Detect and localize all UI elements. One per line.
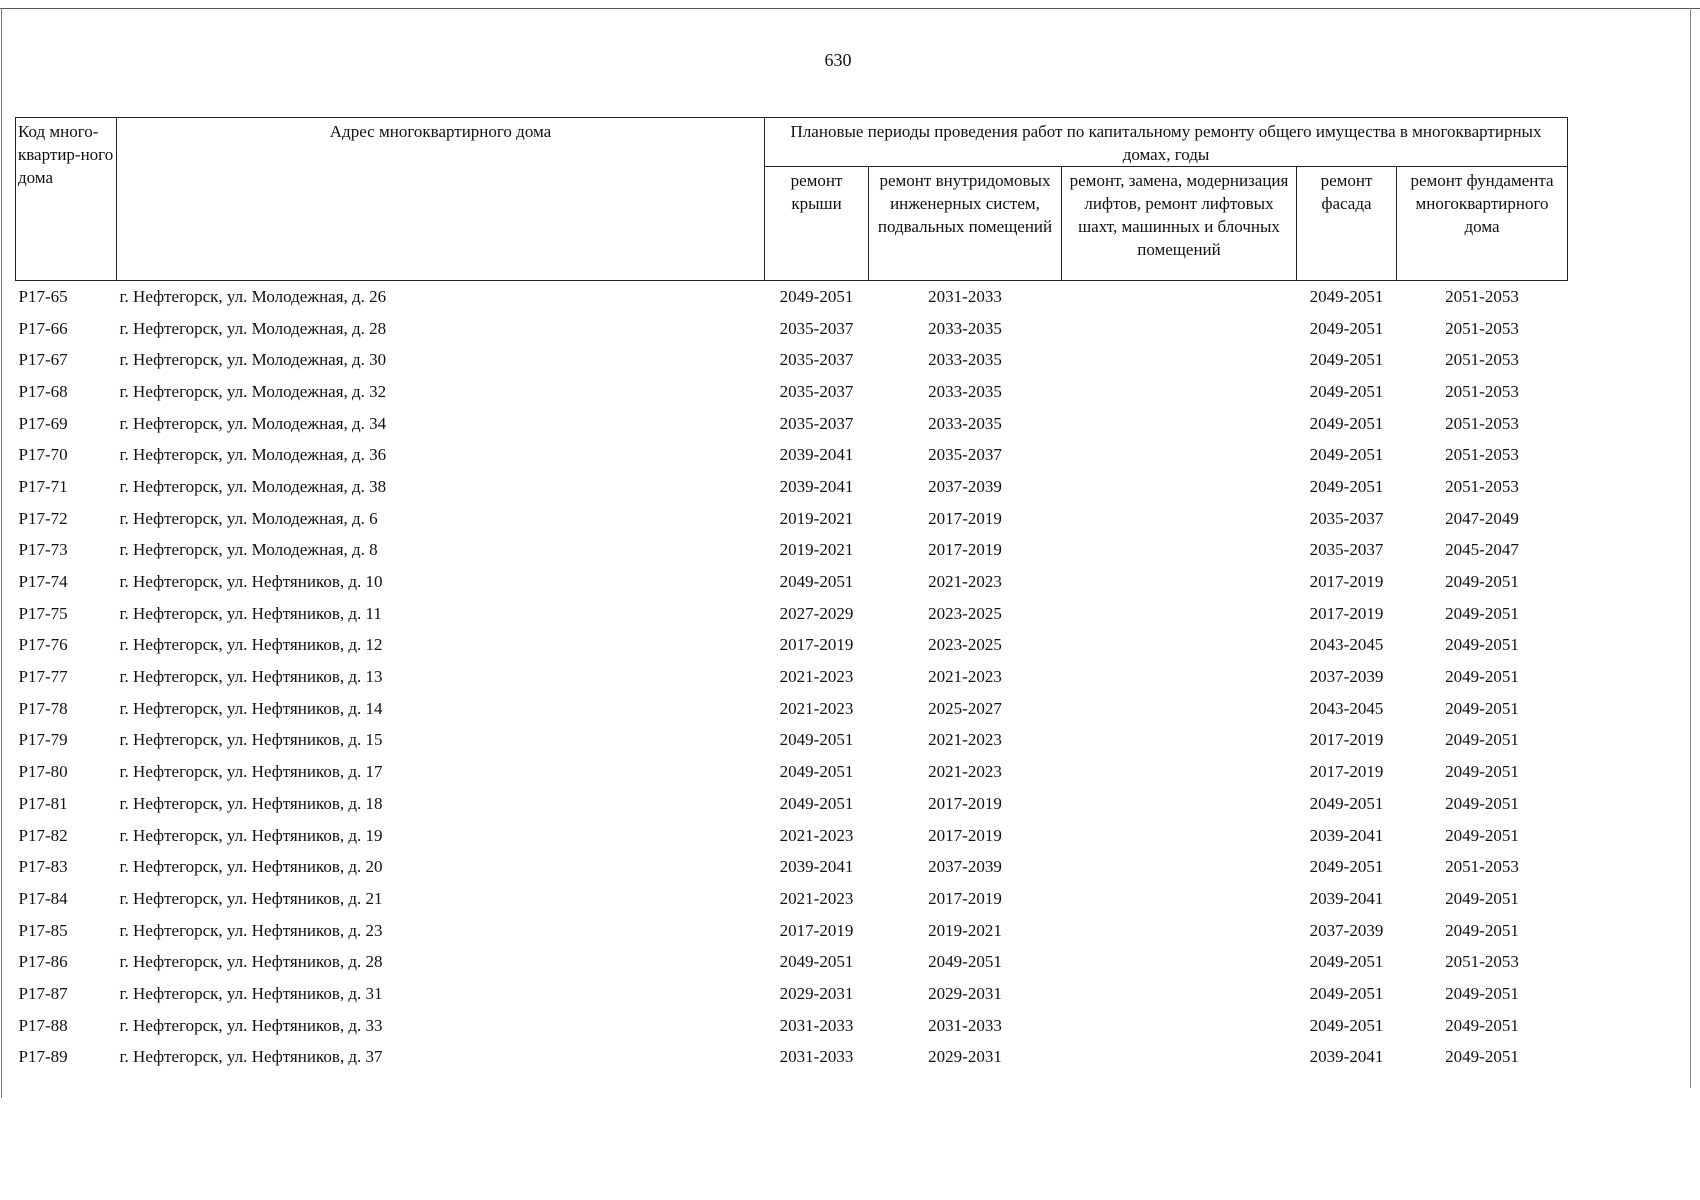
building-address: г. Нефтегорск, ул. Нефтяников, д. 20 [119, 857, 383, 877]
table-row [16, 535, 1568, 567]
table-row [16, 946, 1568, 978]
table-row [16, 630, 1568, 662]
header-facade-repair: ремонт фасада [1297, 167, 1397, 281]
building-address: г. Нефтегорск, ул. Нефтяников, д. 23 [119, 920, 383, 940]
building-address: г. Нефтегорск, ул. Молодежная, д. 38 [119, 476, 387, 496]
engineering-repair-period: 2021-2023 [928, 572, 1002, 592]
table-row [16, 1010, 1568, 1042]
facade-repair-period: 2039-2041 [1309, 825, 1384, 845]
foundation-repair-period: 2051-2053 [1445, 952, 1519, 972]
lift-repair-period [1062, 535, 1297, 567]
lift-repair-period [1062, 471, 1297, 503]
foundation-repair-period: 2049-2051 [1445, 793, 1519, 813]
roof-repair-period: 2049-2051 [779, 286, 854, 306]
foundation-repair-period: 2049-2051 [1445, 1047, 1519, 1067]
roof-repair-period: 2035-2037 [779, 318, 854, 338]
foundation-repair-period: 2049-2051 [1445, 572, 1519, 592]
lift-repair-period [1062, 820, 1297, 852]
foundation-repair-period: 2051-2053 [1445, 857, 1519, 877]
building-address: г. Нефтегорск, ул. Нефтяников, д. 12 [119, 635, 383, 655]
facade-repair-period: 2037-2039 [1309, 667, 1384, 687]
foundation-repair-period: 2049-2051 [1445, 730, 1519, 750]
building-address: г. Нефтегорск, ул. Молодежная, д. 6 [119, 508, 378, 528]
roof-repair-period: 2031-2033 [779, 1047, 854, 1067]
foundation-repair-period: 2045-2047 [1445, 540, 1519, 560]
building-address: г. Нефтегорск, ул. Молодежная, д. 28 [119, 318, 387, 338]
foundation-repair-period: 2051-2053 [1445, 445, 1519, 465]
building-code: P17-89 [18, 1047, 68, 1067]
building-address: г. Нефтегорск, ул. Молодежная, д. 26 [119, 286, 387, 306]
lift-repair-period [1062, 630, 1297, 662]
roof-repair-period: 2021-2023 [779, 888, 854, 908]
building-address: г. Нефтегорск, ул. Нефтяников, д. 37 [119, 1047, 383, 1067]
engineering-repair-period: 2033-2035 [928, 413, 1002, 433]
roof-repair-period: 2021-2023 [779, 825, 854, 845]
engineering-repair-period: 2037-2039 [928, 476, 1002, 496]
engineering-repair-period: 2049-2051 [928, 952, 1002, 972]
repair-plan-table [15, 117, 1568, 1073]
table-row [16, 851, 1568, 883]
facade-repair-period: 2049-2051 [1309, 413, 1384, 433]
lift-repair-period [1062, 788, 1297, 820]
building-address: г. Нефтегорск, ул. Нефтяников, д. 18 [119, 793, 383, 813]
lift-repair-period [1062, 851, 1297, 883]
building-address: г. Нефтегорск, ул. Нефтяников, д. 14 [119, 698, 383, 718]
facade-repair-period: 2049-2051 [1309, 318, 1384, 338]
building-address: г. Нефтегорск, ул. Молодежная, д. 32 [119, 381, 387, 401]
engineering-repair-period: 2033-2035 [928, 318, 1002, 338]
header-planned-periods: Плановые периоды проведения работ по капитальному ремонту общего имущества в многоквартирных домах, годы [765, 118, 1568, 167]
foundation-repair-period: 2049-2051 [1445, 635, 1519, 655]
engineering-repair-period: 2031-2033 [928, 286, 1002, 306]
facade-repair-period: 2039-2041 [1309, 1047, 1384, 1067]
lift-repair-period [1062, 313, 1297, 345]
engineering-repair-period: 2017-2019 [928, 508, 1002, 528]
facade-repair-period: 2043-2045 [1309, 635, 1384, 655]
building-address: г. Нефтегорск, ул. Нефтяников, д. 17 [119, 762, 383, 782]
building-code: P17-72 [18, 508, 68, 528]
facade-repair-period: 2017-2019 [1309, 762, 1384, 782]
table-row [16, 661, 1568, 693]
roof-repair-period: 2049-2051 [779, 730, 854, 750]
building-code: P17-78 [18, 698, 68, 718]
building-address: г. Нефтегорск, ул. Молодежная, д. 30 [119, 350, 387, 370]
building-code: P17-75 [18, 603, 68, 623]
roof-repair-period: 2049-2051 [779, 793, 854, 813]
roof-repair-period: 2029-2031 [779, 983, 854, 1003]
engineering-repair-period: 2019-2021 [928, 920, 1002, 940]
engineering-repair-period: 2037-2039 [928, 857, 1002, 877]
table-row [16, 408, 1568, 440]
lift-repair-period [1062, 439, 1297, 471]
table-row [16, 566, 1568, 598]
lift-repair-period [1062, 915, 1297, 947]
building-code: P17-85 [18, 920, 68, 940]
roof-repair-period: 2035-2037 [779, 381, 854, 401]
facade-repair-period: 2049-2051 [1309, 476, 1384, 496]
foundation-repair-period: 2049-2051 [1445, 667, 1519, 687]
table-row [16, 756, 1568, 788]
roof-repair-period: 2039-2041 [779, 857, 854, 877]
table-row [16, 439, 1568, 471]
lift-repair-period [1062, 376, 1297, 408]
engineering-repair-period: 2023-2025 [928, 603, 1002, 623]
facade-repair-period: 2017-2019 [1309, 603, 1384, 623]
facade-repair-period: 2037-2039 [1309, 920, 1384, 940]
roof-repair-period: 2049-2051 [779, 762, 854, 782]
lift-repair-period [1062, 598, 1297, 630]
building-code: P17-66 [18, 318, 68, 338]
foundation-repair-period: 2051-2053 [1445, 413, 1519, 433]
facade-repair-period: 2017-2019 [1309, 730, 1384, 750]
building-code: P17-70 [18, 445, 68, 465]
lift-repair-period [1062, 725, 1297, 757]
engineering-repair-period: 2033-2035 [928, 350, 1002, 370]
engineering-repair-period: 2017-2019 [928, 540, 1002, 560]
building-code: P17-84 [18, 888, 68, 908]
facade-repair-period: 2035-2037 [1309, 508, 1384, 528]
building-code: P17-86 [18, 952, 68, 972]
header-lift-repair: ремонт, замена, модернизация лифтов, ремонт лифтовых шахт, машинных и блочных помещений [1062, 167, 1297, 281]
building-code: P17-81 [18, 793, 68, 813]
facade-repair-period: 2039-2041 [1309, 888, 1384, 908]
facade-repair-period: 2049-2051 [1309, 857, 1384, 877]
table-row [16, 693, 1568, 725]
engineering-repair-period: 2021-2023 [928, 762, 1002, 782]
foundation-repair-period: 2051-2053 [1445, 381, 1519, 401]
building-address: г. Нефтегорск, ул. Нефтяников, д. 21 [119, 888, 383, 908]
facade-repair-period: 2049-2051 [1309, 445, 1384, 465]
table-row [16, 788, 1568, 820]
table-row [16, 503, 1568, 535]
building-code: P17-80 [18, 762, 68, 782]
lift-repair-period [1062, 1010, 1297, 1042]
roof-repair-period: 2017-2019 [779, 635, 854, 655]
page-number: 630 [824, 50, 852, 70]
building-address: г. Нефтегорск, ул. Нефтяников, д. 10 [119, 572, 383, 592]
engineering-repair-period: 2031-2033 [928, 1015, 1002, 1035]
engineering-repair-period: 2017-2019 [928, 888, 1002, 908]
foundation-repair-period: 2051-2053 [1445, 476, 1519, 496]
building-code: P17-79 [18, 730, 68, 750]
foundation-repair-period: 2049-2051 [1445, 762, 1519, 782]
table-row [16, 281, 1568, 313]
table-row [16, 471, 1568, 503]
facade-repair-period: 2017-2019 [1309, 572, 1384, 592]
table-row [16, 313, 1568, 345]
roof-repair-period: 2021-2023 [779, 698, 854, 718]
roof-repair-period: 2049-2051 [779, 952, 854, 972]
roof-repair-period: 2019-2021 [779, 508, 854, 528]
building-address: г. Нефтегорск, ул. Нефтяников, д. 13 [119, 667, 383, 687]
facade-repair-period: 2049-2051 [1309, 286, 1384, 306]
lift-repair-period [1062, 883, 1297, 915]
roof-repair-period: 2039-2041 [779, 445, 854, 465]
lift-repair-period [1062, 408, 1297, 440]
roof-repair-period: 2049-2051 [779, 572, 854, 592]
building-code: P17-65 [18, 286, 68, 306]
building-code: P17-88 [18, 1015, 68, 1035]
table-row [16, 978, 1568, 1010]
building-address: г. Нефтегорск, ул. Молодежная, д. 8 [119, 540, 378, 560]
header-foundation-repair: ремонт фундамента многоквартирного дома [1397, 167, 1568, 281]
lift-repair-period [1062, 756, 1297, 788]
building-code: P17-69 [18, 413, 68, 433]
building-code: P17-83 [18, 857, 68, 877]
engineering-repair-period: 2017-2019 [928, 825, 1002, 845]
roof-repair-period: 2019-2021 [779, 540, 854, 560]
building-address: г. Нефтегорск, ул. Молодежная, д. 36 [119, 445, 387, 465]
building-code: P17-82 [18, 825, 68, 845]
engineering-repair-period: 2025-2027 [928, 698, 1002, 718]
lift-repair-period [1062, 693, 1297, 725]
roof-repair-period: 2017-2019 [779, 920, 854, 940]
header-address: Адрес многоквартирного дома [117, 118, 765, 281]
table-body [16, 281, 1568, 1074]
page-border-top [0, 8, 1700, 9]
building-code: P17-77 [18, 667, 68, 687]
facade-repair-period: 2049-2051 [1309, 381, 1384, 401]
lift-repair-period [1062, 503, 1297, 535]
building-address: г. Нефтегорск, ул. Нефтяников, д. 11 [119, 603, 382, 623]
building-address: г. Нефтегорск, ул. Нефтяников, д. 33 [119, 1015, 383, 1035]
lift-repair-period [1062, 946, 1297, 978]
building-code: P17-73 [18, 540, 68, 560]
foundation-repair-period: 2049-2051 [1445, 920, 1519, 940]
roof-repair-period: 2039-2041 [779, 476, 854, 496]
facade-repair-period: 2049-2051 [1309, 952, 1384, 972]
foundation-repair-period: 2049-2051 [1445, 825, 1519, 845]
engineering-repair-period: 2035-2037 [928, 445, 1002, 465]
header-building-code: Код много-квартир-ного дома [16, 118, 117, 281]
building-code: P17-71 [18, 476, 68, 496]
roof-repair-period: 2035-2037 [779, 413, 854, 433]
header-engineering-repair: ремонт внутридомовых инженерных систем, подвальных помещений [869, 167, 1062, 281]
lift-repair-period [1062, 566, 1297, 598]
engineering-repair-period: 2017-2019 [928, 793, 1002, 813]
building-code: P17-68 [18, 381, 68, 401]
foundation-repair-period: 2049-2051 [1445, 603, 1519, 623]
lift-repair-period [1062, 661, 1297, 693]
building-code: P17-74 [18, 572, 68, 592]
building-code: P17-87 [18, 983, 68, 1003]
foundation-repair-period: 2051-2053 [1445, 286, 1519, 306]
lift-repair-period [1062, 344, 1297, 376]
lift-repair-period [1062, 281, 1297, 313]
table-row [16, 598, 1568, 630]
table-row [16, 376, 1568, 408]
foundation-repair-period: 2051-2053 [1445, 318, 1519, 338]
roof-repair-period: 2021-2023 [779, 667, 854, 687]
engineering-repair-period: 2021-2023 [928, 730, 1002, 750]
foundation-repair-period: 2049-2051 [1445, 698, 1519, 718]
page-border-right [1690, 8, 1691, 1088]
building-code: P17-76 [18, 635, 68, 655]
facade-repair-period: 2043-2045 [1309, 698, 1384, 718]
header-roof-repair: ремонт крыши [765, 167, 869, 281]
engineering-repair-period: 2029-2031 [928, 1047, 1002, 1067]
foundation-repair-period: 2049-2051 [1445, 1015, 1519, 1035]
facade-repair-period: 2035-2037 [1309, 540, 1384, 560]
foundation-repair-period: 2049-2051 [1445, 983, 1519, 1003]
lift-repair-period [1062, 1042, 1297, 1074]
building-address: г. Нефтегорск, ул. Нефтяников, д. 19 [119, 825, 383, 845]
roof-repair-period: 2035-2037 [779, 350, 854, 370]
lift-repair-period [1062, 978, 1297, 1010]
table-header [16, 118, 1568, 281]
foundation-repair-period: 2047-2049 [1445, 508, 1519, 528]
building-address: г. Нефтегорск, ул. Нефтяников, д. 28 [119, 952, 383, 972]
facade-repair-period: 2049-2051 [1309, 1015, 1384, 1035]
foundation-repair-period: 2051-2053 [1445, 350, 1519, 370]
table-row [16, 820, 1568, 852]
table-row [16, 915, 1568, 947]
engineering-repair-period: 2021-2023 [928, 667, 1002, 687]
engineering-repair-period: 2029-2031 [928, 983, 1002, 1003]
page-border-left [1, 8, 2, 1098]
table-row [16, 1042, 1568, 1074]
building-address: г. Нефтегорск, ул. Нефтяников, д. 31 [119, 983, 383, 1003]
engineering-repair-period: 2023-2025 [928, 635, 1002, 655]
table-row [16, 725, 1568, 757]
table-row [16, 883, 1568, 915]
facade-repair-period: 2049-2051 [1309, 350, 1384, 370]
facade-repair-period: 2049-2051 [1309, 793, 1384, 813]
foundation-repair-period: 2049-2051 [1445, 888, 1519, 908]
table-row [16, 344, 1568, 376]
roof-repair-period: 2031-2033 [779, 1015, 854, 1035]
roof-repair-period: 2027-2029 [779, 603, 854, 623]
engineering-repair-period: 2033-2035 [928, 381, 1002, 401]
building-code: P17-67 [18, 350, 68, 370]
facade-repair-period: 2049-2051 [1309, 983, 1384, 1003]
building-address: г. Нефтегорск, ул. Нефтяников, д. 15 [119, 730, 383, 750]
building-address: г. Нефтегорск, ул. Молодежная, д. 34 [119, 413, 387, 433]
